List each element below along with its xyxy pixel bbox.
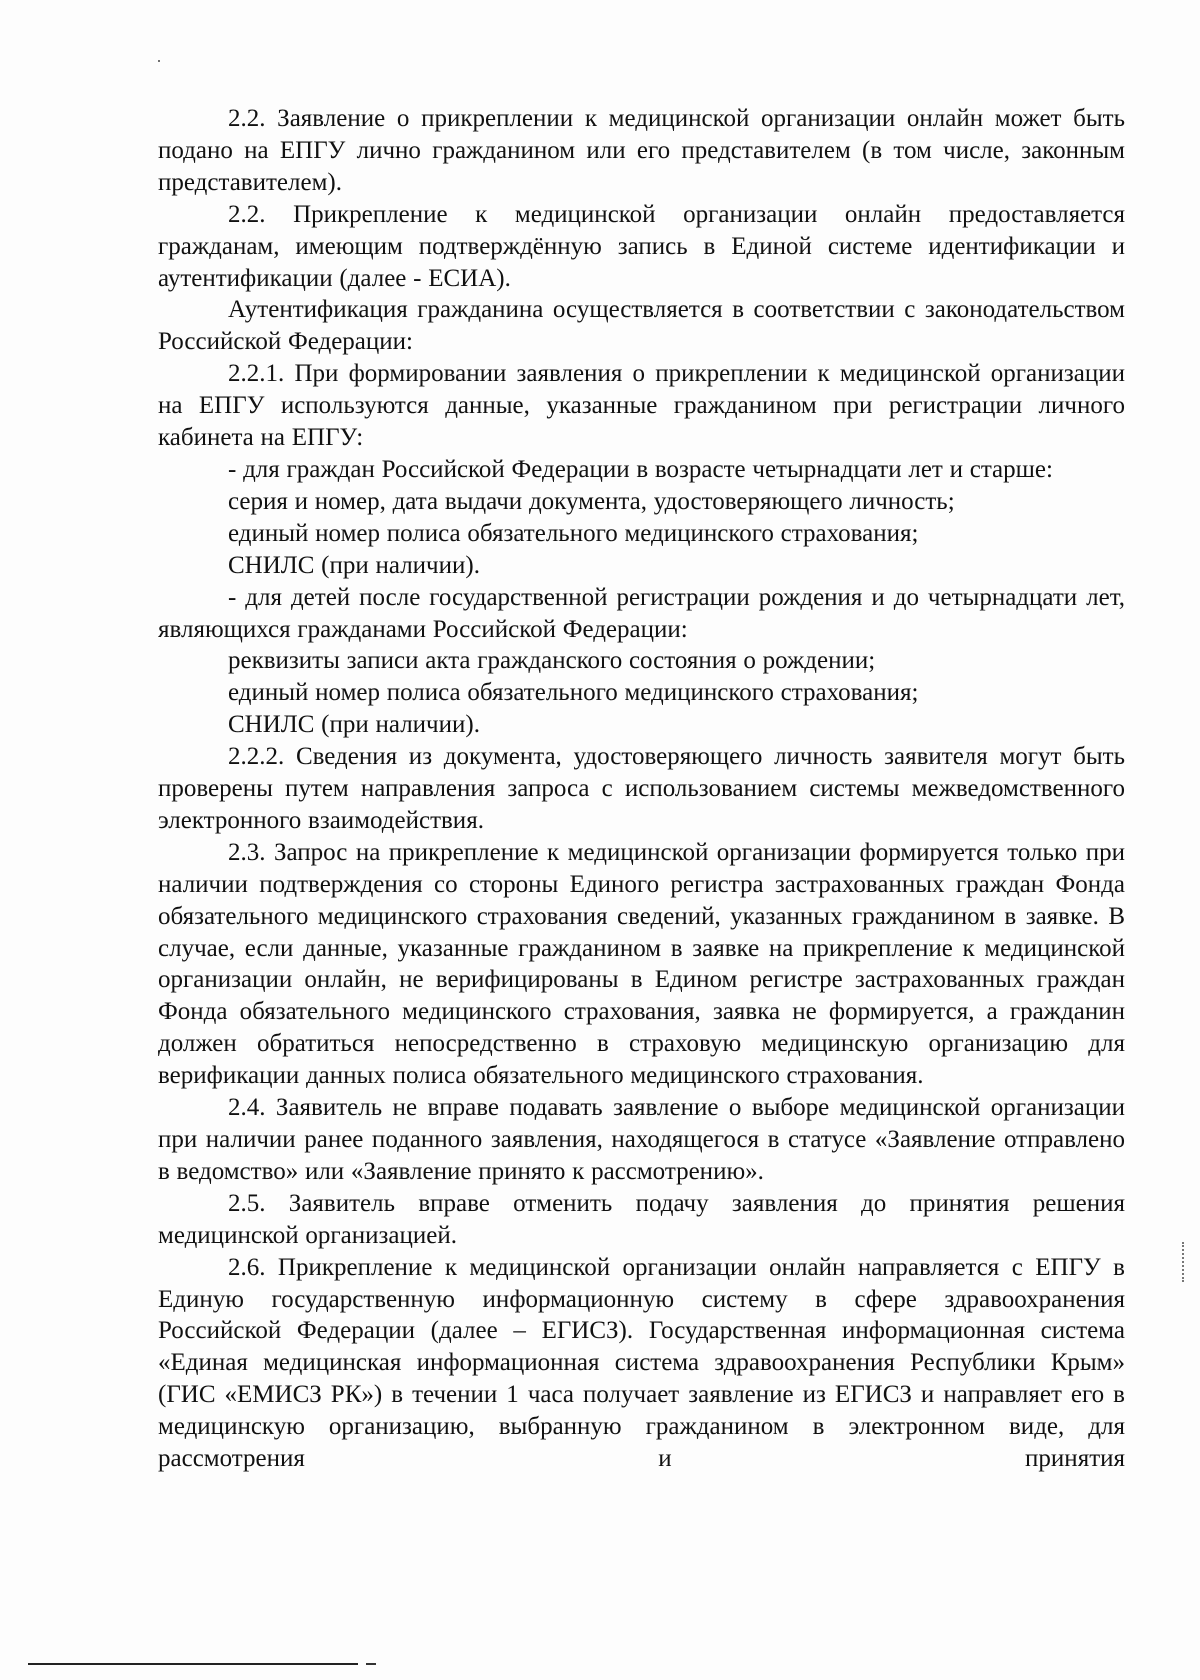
footnote-rule-dash xyxy=(366,1663,376,1665)
paragraph-children: - для детей после государственной регистрации рождения и до четырнадцати лет, являющихся гражданами Российской Федерации: xyxy=(158,583,1125,643)
list-item-snils: СНИЛС (при наличии). xyxy=(228,551,480,579)
paragraph-2-4: 2.4. Заявитель не вправе подавать заявление о выборе медицинской организации при наличии ранее поданного заявления, находящегося в статусе «Заявление отправлено в ведомство» или «Заявление принято к рассмотрению». xyxy=(158,1094,1125,1185)
list-item-passport: серия и номер, дата выдачи документа, удостоверяющего личность; xyxy=(228,487,955,515)
paragraph-authentication: Аутентификация гражданина осуществляется в соответствии с законодательством Российской Федерации: xyxy=(158,296,1125,356)
document-body xyxy=(158,103,1125,1475)
list-item-oms-policy: единый номер полиса обязательного медицинского страхования; xyxy=(228,519,919,547)
paragraph-2-3: 2.3. Запрос на прикрепление к медицинской организации формируется только при наличии подтверждения со стороны Единого регистра застрахованных граждан Фонда обязательного медицинского страхования сведений, указанных гражданином в заявке. В случае, если данные, указанные гражданином в заявке на прикрепление к медицинской организации онлайн, не верифицированы в Едином регистре застрахованных граждан Фонда обязательного медицинского страхования, заявка не формируется, а гражданин должен обратиться непосредственно в страховую медицинскую организацию для верификации данных полиса обязательного медицинского страхования. xyxy=(158,838,1125,1090)
list-item-snils-child: СНИЛС (при наличии). xyxy=(228,711,480,739)
list-item-oms-policy-child: единый номер полиса обязательного медицинского страхования; xyxy=(228,679,919,707)
scan-speck xyxy=(158,60,160,62)
paragraph-2-2-attachment: 2.2. Прикрепление к медицинской организации онлайн предоставляется гражданам, имеющим подтверждённую запись в Единой системе идентификации и аутентификации (далее - ЕСИА). xyxy=(158,200,1125,292)
paragraph-2-2-application: 2.2. Заявление о прикреплении к медицинской организации онлайн может быть подано на ЕПГУ лично гражданином или его представителем (в том числе, законным представителем). xyxy=(158,105,1125,196)
paragraph-2-5: 2.5. Заявитель вправе отменить подачу заявления до принятия решения медицинской организацией. xyxy=(158,1189,1125,1249)
list-item-birth-record: реквизиты записи акта гражданского состояния о рождении; xyxy=(228,647,876,675)
paragraph-2-2-1: 2.2.1. При формировании заявления о прикреплении к медицинской организации на ЕПГУ используются данные, указанные гражданином при регистрации личного кабинета на ЕПГУ: xyxy=(158,360,1125,452)
footnote-rule xyxy=(28,1663,358,1665)
paragraph-2-6: 2.6. Прикрепление к медицинской организации онлайн направляется с ЕПГУ в Единую государственную информационную систему в сфере здравоохранения Российской Федерации (далее – ЕГИСЗ). Государственная информационная система «Единая медицинская информационная система здравоохранения Республики Крым» (ГИС «ЕМИСЗ РК») в течении 1 часа получает заявление из ЕГИСЗ и направляет его в медицинскую организацию, выбранную гражданином в электронном виде, для рассмотрения и принятия xyxy=(158,1253,1125,1473)
paragraph-2-2-2: 2.2.2. Сведения из документа, удостоверяющего личность заявителя могут быть проверены путем направления запроса с использованием системы межведомственного электронного взаимодействия. xyxy=(158,743,1125,834)
scan-margin-marks xyxy=(1182,1242,1187,1282)
paragraph-adults: - для граждан Российской Федерации в возрасте четырнадцати лет и старше: xyxy=(228,455,1053,483)
